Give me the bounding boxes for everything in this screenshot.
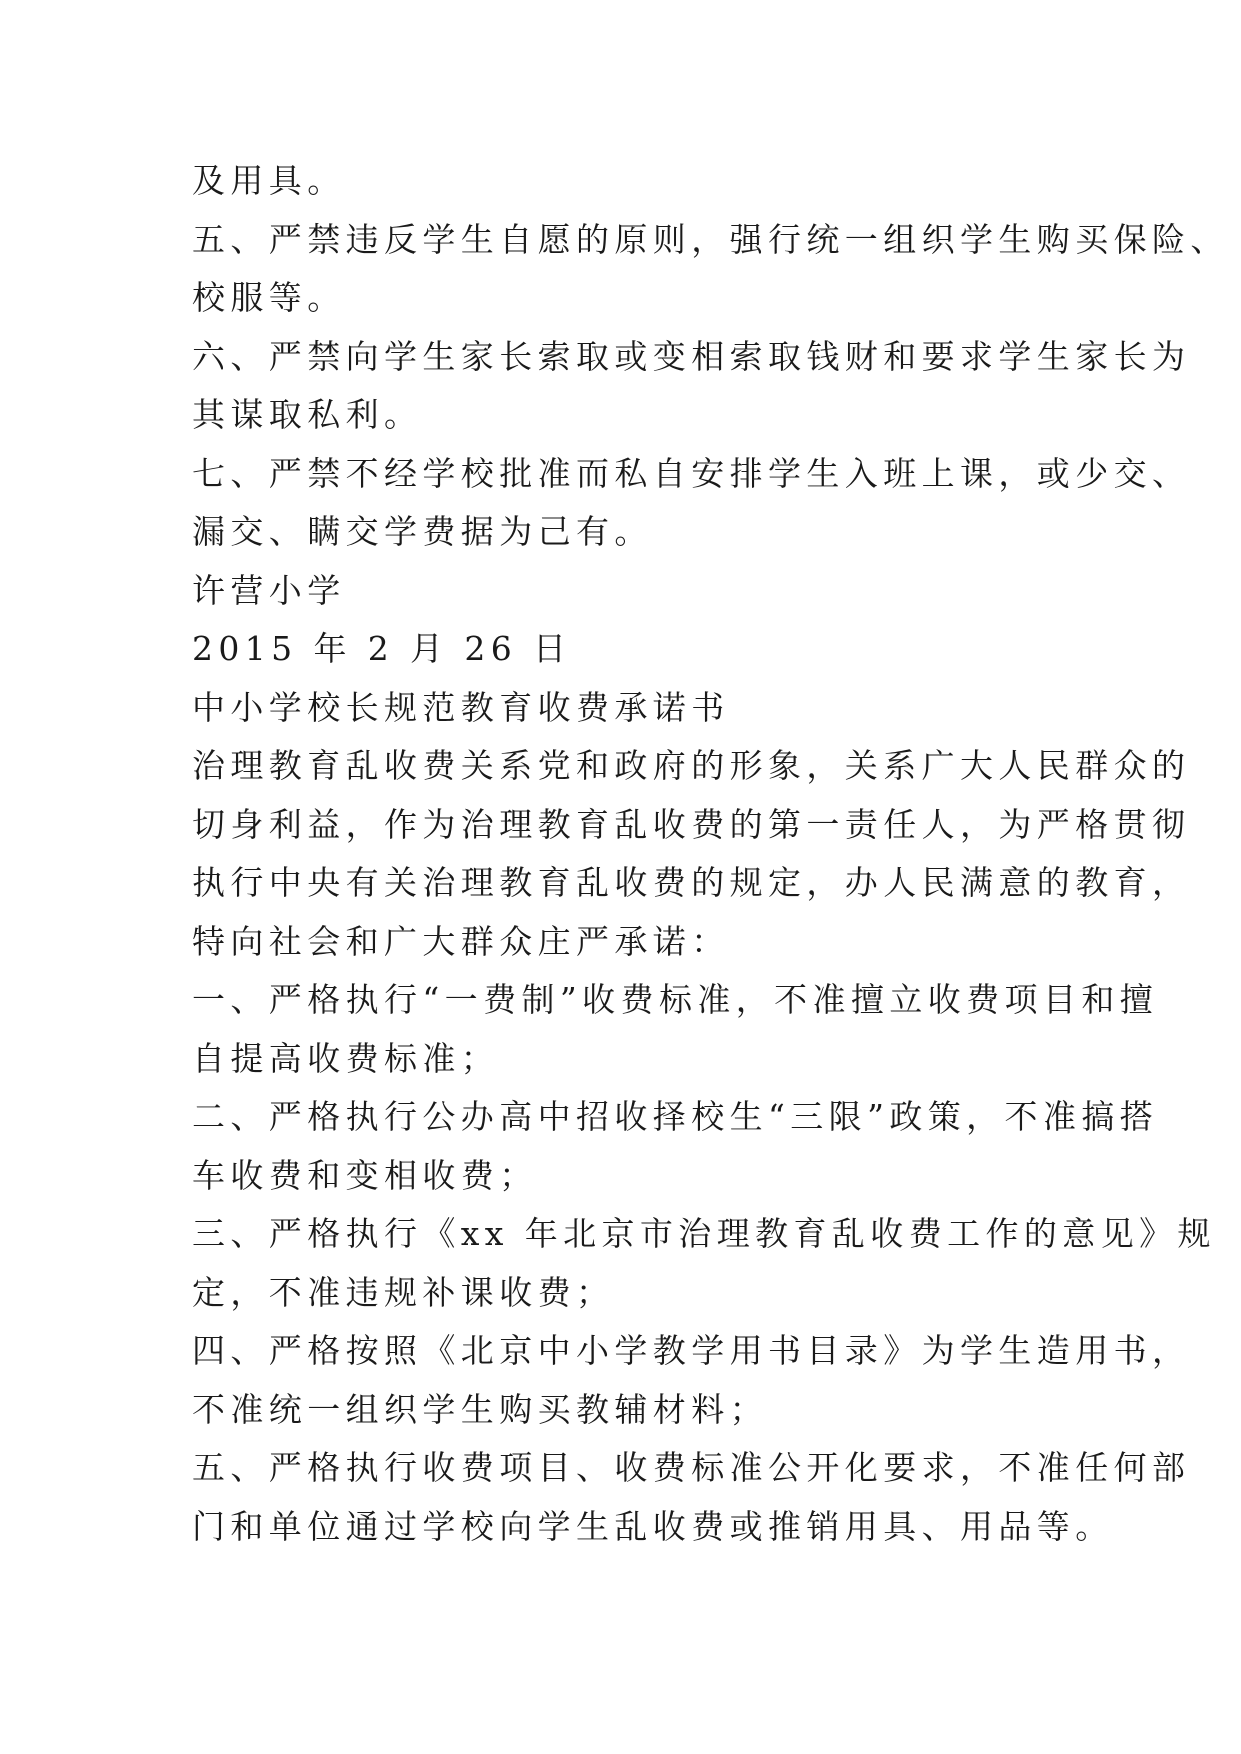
text-line: 特向社会和广大群众庄严承诺： xyxy=(192,921,730,961)
text-line: 四、严格按照《北京中小学教学用书目录》为学生造用书， xyxy=(192,1331,1191,1370)
text-line: 七、严禁不经学校批准而私自安排学生入班上课，或少交、 xyxy=(192,453,1191,493)
text-line: 漏交、瞒交学费据为己有。 xyxy=(192,512,653,551)
text-line: 治理教育乱收费关系党和政府的形象，关系广大人民群众的 xyxy=(192,746,1191,785)
text-line: 校服等。 xyxy=(192,278,346,317)
text-line: 一、严格执行“一费制”收费标准，不准擅立收费项目和擅 xyxy=(192,980,1159,1019)
text-line: 自提高收费标准； xyxy=(192,1038,500,1078)
section-title: 中小学校长规范教育收费承诺书 xyxy=(192,687,730,727)
text-line: 车收费和变相收费； xyxy=(192,1155,538,1195)
text-line: 三、严格执行《xx 年北京市治理教育乱收费工作的意见》规 xyxy=(192,1214,1216,1253)
document-body xyxy=(192,152,1229,1556)
text-line: 不准统一组织学生购买教辅材料； xyxy=(192,1389,768,1429)
text-line: 切身利益，作为治理教育乱收费的第一责任人，为严格贯彻 xyxy=(192,804,1191,844)
signature-date: 2015 年 2 月 26 日 xyxy=(192,629,572,668)
text-line: 五、严格执行收费项目、收费标准公开化要求，不准任何部 xyxy=(192,1448,1191,1487)
text-line: 其谋取私利。 xyxy=(192,395,423,434)
signature-school: 许营小学 xyxy=(192,570,346,610)
text-line: 门和单位通过学校向学生乱收费或推销用具、用品等。 xyxy=(192,1506,1114,1546)
text-line: 五、严禁违反学生自愿的原则，强行统一组织学生购买保险、 xyxy=(192,219,1229,259)
text-line: 六、严禁向学生家长索取或变相索取钱财和要求学生家长为 xyxy=(192,336,1191,376)
text-line: 二、严格执行公办高中招收择校生“三限”政策，不准搞搭 xyxy=(192,1097,1159,1136)
text-line: 及用具。 xyxy=(192,161,346,200)
text-line: 定，不准违规补课收费； xyxy=(192,1272,615,1312)
text-line: 执行中央有关治理教育乱收费的规定，办人民满意的教育， xyxy=(192,863,1191,902)
